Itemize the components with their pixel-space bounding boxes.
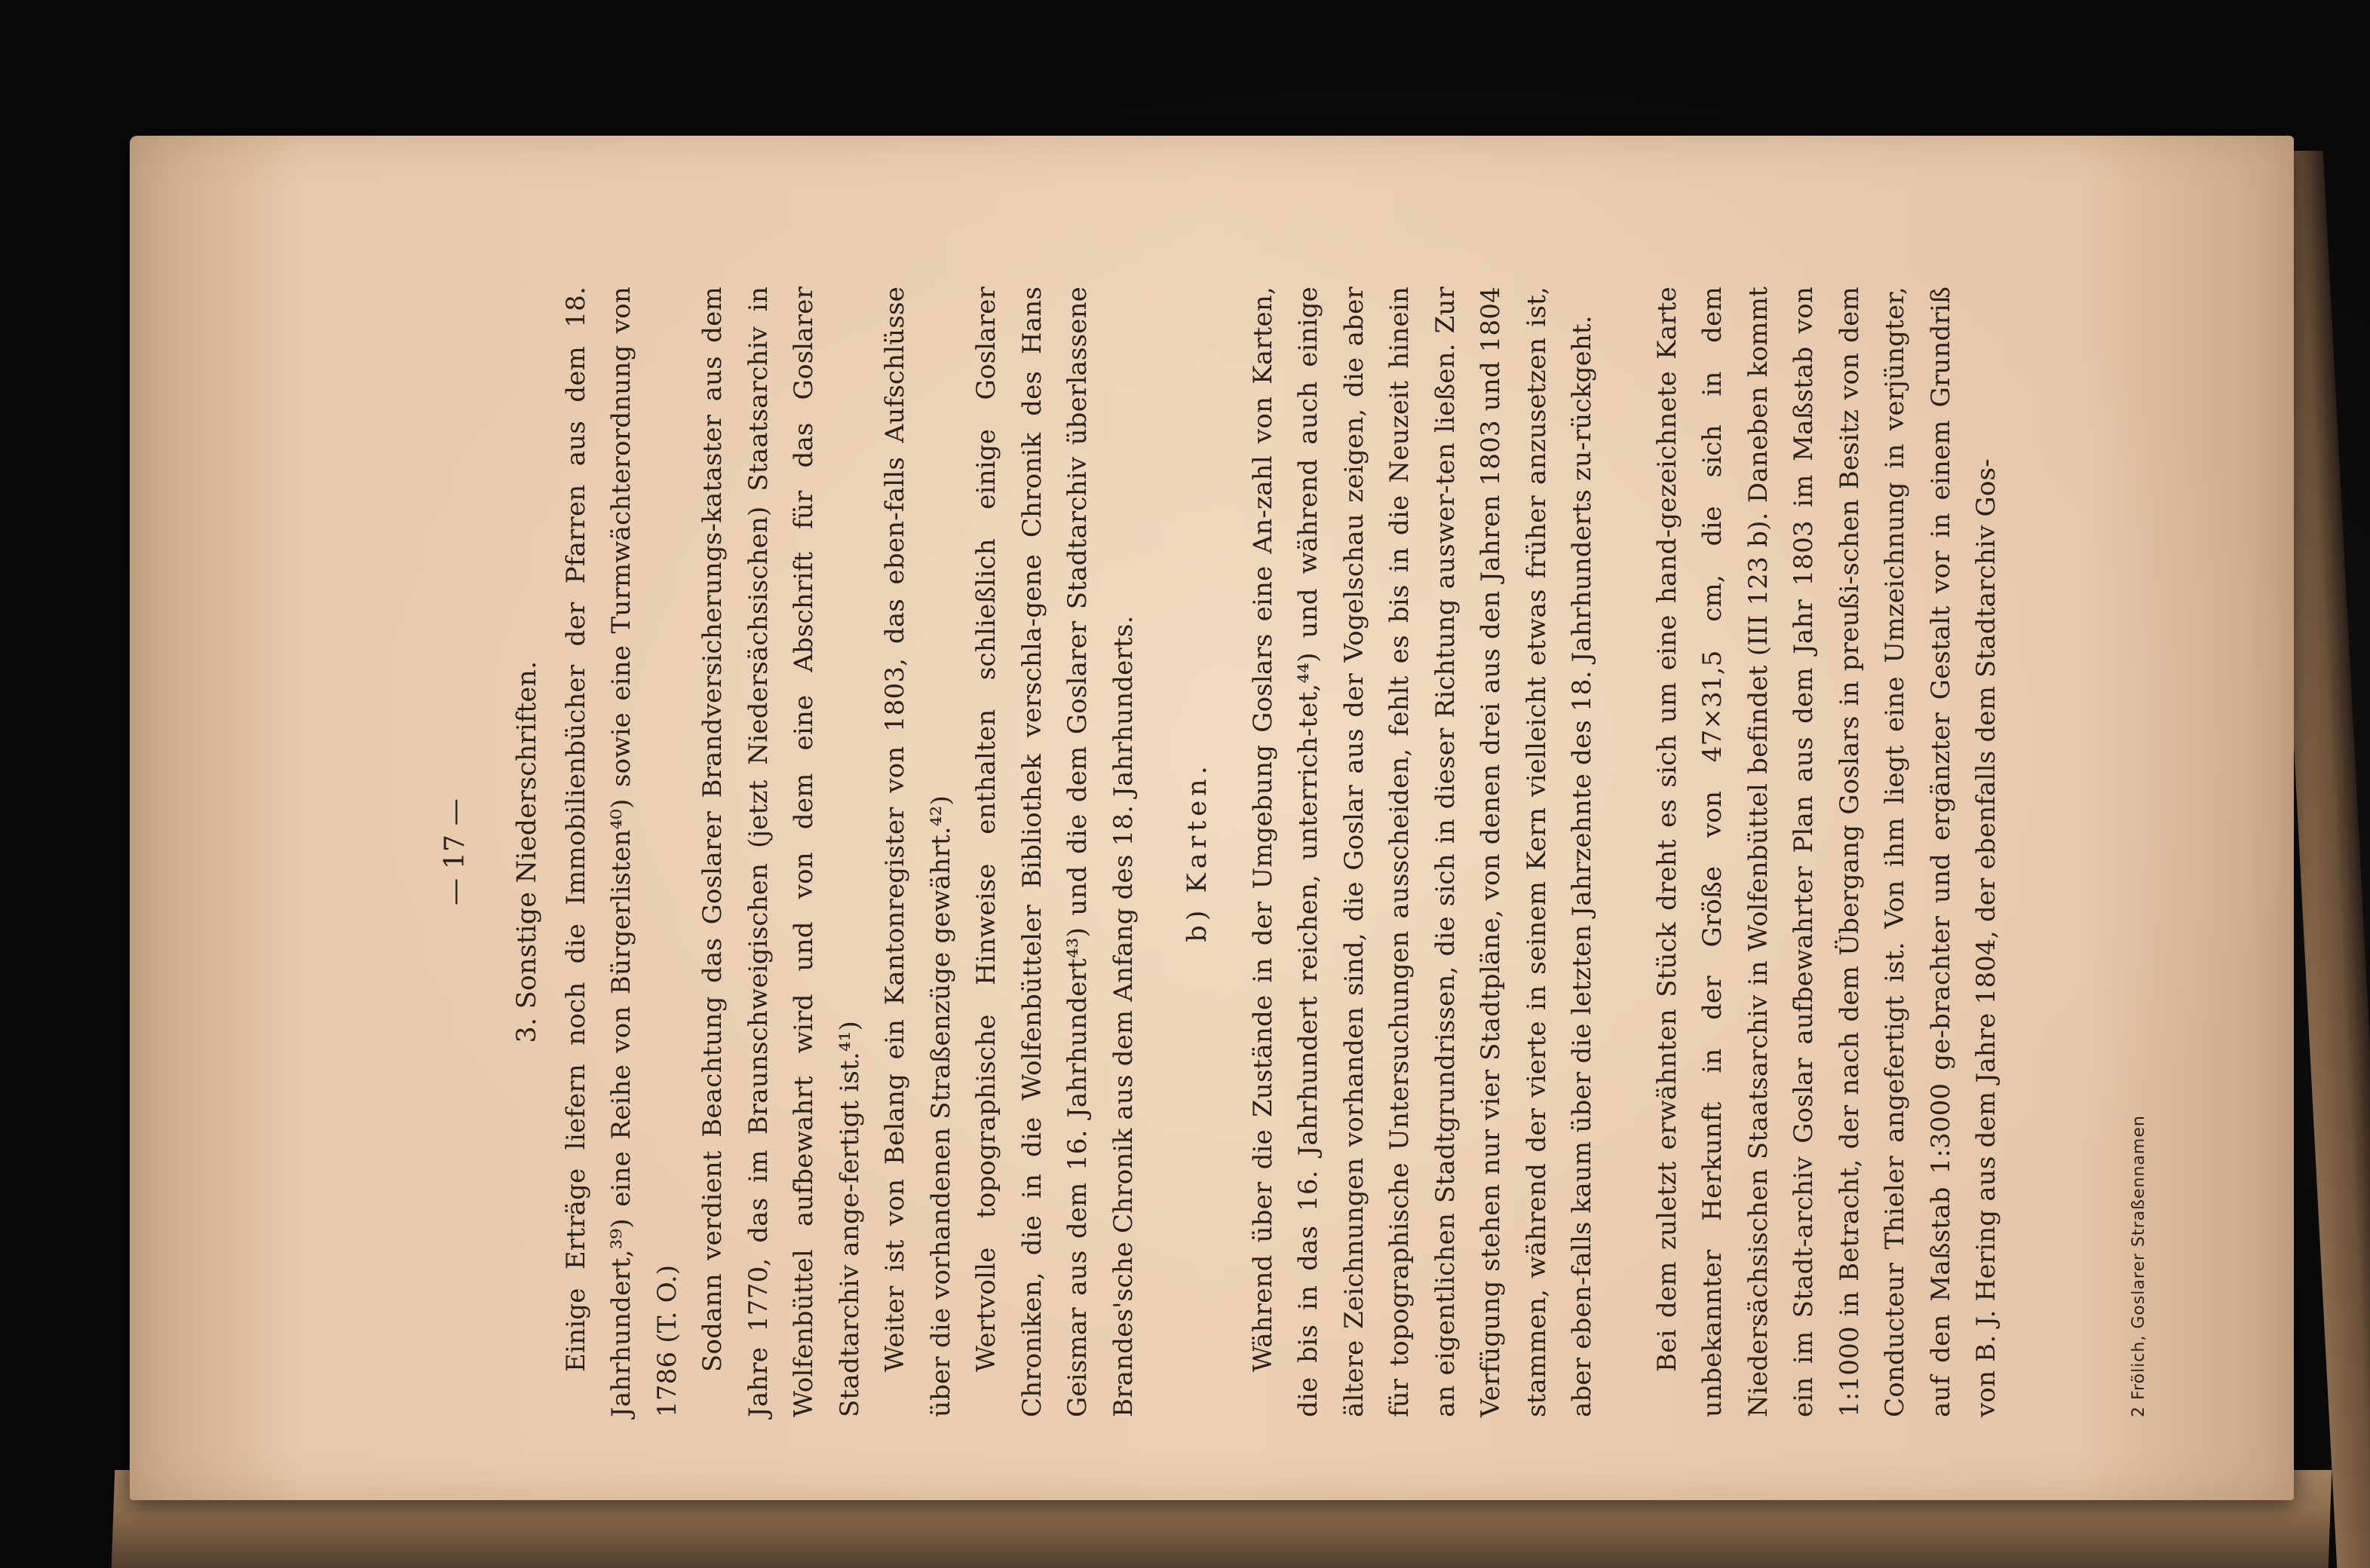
paragraph: Bei dem zuletzt erwähnten Stück dreht es sich um eine hand-gezeichnete Karte unbekannter Herkunft in der Größe von 47×31,5 cm, die sich in dem Niedersächsischen Staatsarchiv in Wolfenbüttel befindet (III 123 b). Daneben kommt ein im Stadt-archiv Goslar aufbewahrter Plan aus dem Jahr 1803 im Maßstab von 1:1000 in Betracht, der nach dem Übergang Goslars in preußi-schen Besitz von dem Conducteur Thieler angefertigt ist. Von ihm liegt eine Umzeichnung in verjüngter, auf den Maßstab 1:3000 ge-brachter und ergänzter Gestalt vor in einem Grundriß von B. J. Hering aus dem Jahre 1804, der ebenfalls dem Stadtarchiv Gos- [1651, 286, 2001, 1417]
text-column [424, 286, 2188, 1417]
section-heading: 3. Sonstige Niederschriften. [512, 660, 542, 1043]
paragraph: Einige Erträge liefern noch die Immobilienbücher der Pfarren aus dem 18. Jahrhundert,³⁹) eine Reihe von Bürgerlisten⁴⁰) sowie eine Turmwächterordnung von 1786 (T. O.) [560, 286, 682, 1417]
paragraph: Wertvolle topographische Hinweise enthalten schließlich einige Goslarer Chroniken, die in die Wolfenbütteler Bibliothek verschla-gene Chronik des Hans Geismar aus dem 16. Jahrhundert⁴³) und die dem Goslarer Stadtarchiv überlassene Brandes'sche Chronik aus dem Anfang des 18. Jahrhunderts. [971, 286, 1139, 1417]
page-footer-signature: 2 Frölich, Goslarer Straßennamen [2129, 1115, 2148, 1417]
paragraph: Während über die Zustände in der Umgebung Goslars eine An-zahl von Karten, die bis in das 16. Jahrhundert reichen, unterrich-tet,⁴⁴) und während auch einige ältere Zeichnungen vorhanden sind, die Goslar aus der Vogelschau zeigen, die aber für topographische Untersuchungen ausscheiden, fehlt es bis in die Neuzeit hinein an eigentlichen Stadtgrundrissen, die sich in dieser Richtung auswer-ten ließen. Zur Verfügung stehen nur vier Stadtpläne, von denen drei aus den Jahren 1803 und 1804 stammen, während der vierte in seinem Kern vielleicht etwas früher anzusetzen ist, aber eben-falls kaum über die letzten Jahrzehnte des 18. Jahrhunderts zu-rückgeht. [1247, 286, 1597, 1417]
paragraph: Sodann verdient Beachtung das Goslarer Brandversicherungs-kataster aus dem Jahre 1770, das im Braunschweigischen (jetzt Niedersächsischen) Staatsarchiv in Wolfenbüttel aufbewahrt wird und von dem eine Abschrift für das Goslarer Stadtarchiv ange-fertigt ist.⁴¹) [698, 286, 865, 1417]
rotated-text-block [424, 286, 2188, 1493]
paragraph: Weiter ist von Belang ein Kantonregister von 1803, das eben-falls Aufschlüsse über die vorhandenen Straßenzüge gewährt.⁴²) [880, 286, 956, 1417]
page-number: — 17 — [440, 798, 471, 905]
subheading-karten: b) Karten. [1182, 761, 1213, 942]
book-page [130, 136, 2294, 1500]
